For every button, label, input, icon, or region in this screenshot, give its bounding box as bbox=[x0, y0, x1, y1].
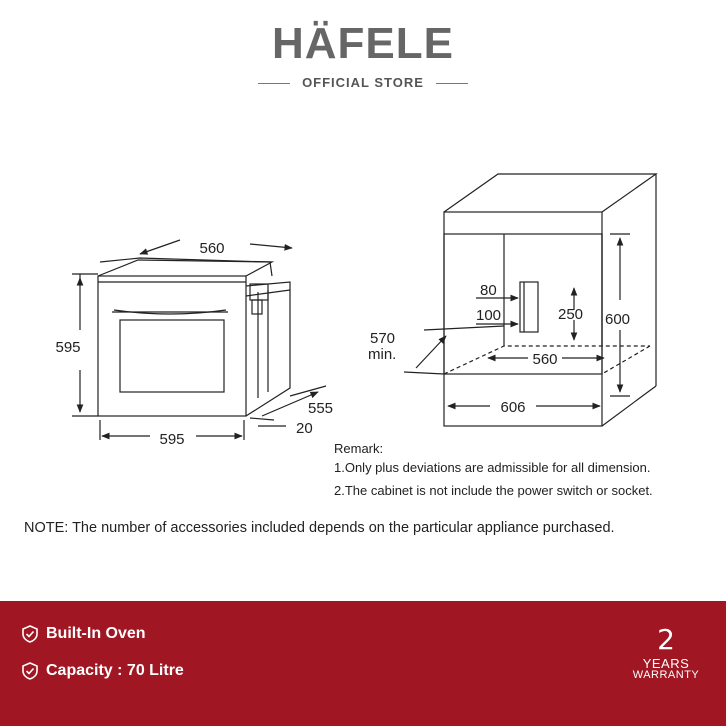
shield-check-icon bbox=[22, 662, 38, 680]
oven-drawing bbox=[98, 258, 290, 416]
cabinet-606-label: 606 bbox=[500, 399, 526, 416]
shield-check-icon bbox=[22, 625, 38, 643]
cabinet-570-label: 570 bbox=[370, 330, 396, 347]
oven-width-bottom-label: 595 bbox=[159, 431, 185, 448]
remark-title: Remark: bbox=[334, 441, 384, 456]
cabinet-drawing bbox=[444, 174, 656, 426]
oven-door-label: 20 bbox=[296, 420, 313, 437]
warranty-number: 2 bbox=[657, 623, 675, 656]
warranty-badge bbox=[626, 623, 706, 681]
cabinet-80-label: 80 bbox=[480, 282, 497, 299]
warranty-years: YEARS bbox=[642, 656, 690, 671]
cabinet-min-label: min. bbox=[368, 346, 397, 363]
feature-item bbox=[22, 662, 184, 680]
feature-built-in-oven: Built-In Oven bbox=[46, 625, 146, 642]
remark-line-2: 2.The cabinet is not include the power switch or socket. bbox=[334, 483, 653, 498]
cabinet-dimension-lines bbox=[404, 234, 630, 406]
cabinet-560-label: 560 bbox=[532, 351, 558, 368]
remark-line-1: 1.Only plus deviations are admissible for all dimension. bbox=[334, 460, 651, 475]
feature-banner bbox=[0, 601, 726, 726]
brand-logo: HÄFELE bbox=[272, 19, 454, 68]
cabinet-600-label: 600 bbox=[605, 311, 631, 328]
accessories-note: NOTE: The number of accessories included depends on the particular appliance purchased. bbox=[24, 520, 615, 536]
store-subtitle: OFFICIAL STORE bbox=[302, 75, 424, 90]
cabinet-250-label: 250 bbox=[558, 306, 584, 323]
warranty-label: WARRANTY bbox=[632, 669, 700, 681]
feature-capacity: Capacity : 70 Litre bbox=[46, 662, 184, 679]
oven-width-top-label: 560 bbox=[199, 240, 225, 257]
feature-item bbox=[22, 625, 146, 643]
oven-dimension-lines bbox=[72, 240, 326, 440]
oven-depth-label: 555 bbox=[308, 400, 334, 417]
oven-height-label: 595 bbox=[55, 339, 81, 356]
cabinet-100-label: 100 bbox=[476, 307, 502, 324]
